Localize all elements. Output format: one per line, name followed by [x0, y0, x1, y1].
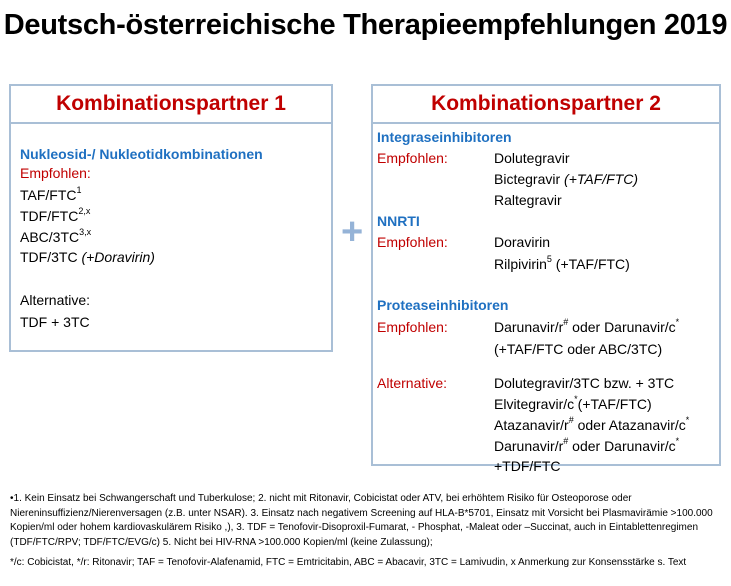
- nnrti-item: Doravirin: [494, 234, 551, 250]
- protease-heading: Proteaseinhibitoren: [377, 297, 509, 313]
- footnote-1: •1. Kein Einsatz bei Schwangerschaft und Tuberkulose; 2. nicht mit Ritonavir, Cobicistat oder ATV, bei erhöhtem Risiko für Osteoporose oder Niereninsuffizienz/Nierenversagen (z.B. unter NSAR). 3. Einsatz nach negativem Screening auf HLA-B*5701, Einsatz mit Vorsicht bei Plasmavirämie >100.000 Kopien/ml oder hohem kardiovaskulärem Risiko ,), 3. TDF = Tenofovir-Disoproxil-Fumarat, - Phosphat, -Maleat oder –Succinat, auch in Eintablettenregimen (TDF/FTC/RPV; TDF/FTC/EVG/c) 5. Nicht bei HIV-RNA >100.000 Kopien/ml (keine Zulassung);: [10, 493, 713, 548]
- nnrti-item: Rilpivirin$^5$ (+TAF/FTC): [494, 254, 630, 272]
- plus-icon: +: [341, 211, 364, 253]
- nnrti-heading: NNRTI: [377, 213, 420, 229]
- protease-alt-item: Atazanavir/r# oder Atazanavir/c*: [494, 415, 690, 433]
- nnrti-label: Empfohlen:: [377, 234, 448, 250]
- protease-label: Empfohlen:: [377, 319, 448, 335]
- partner1-alternative-item: TDF + 3TC: [20, 314, 90, 330]
- protease-alt-item: Elvitegravir/c*(+TAF/FTC): [494, 394, 652, 412]
- protease-alt-item: Dolutegravir/3TC bzw. + 3TC: [494, 375, 675, 391]
- page-title: Deutsch-österreichische Therapieempfehlungen 2019: [3, 9, 728, 41]
- partner1-item: TAF/FTC$^1$: [20, 185, 82, 203]
- integrase-label: Empfohlen:: [377, 150, 448, 166]
- partner1-header: Kombinationspartner 1: [11, 86, 331, 124]
- protease-item: (+TAF/FTC oder ABC/3TC): [494, 341, 663, 357]
- partner1-section-heading: Nukleosid-/ Nukleotidkombinationen: [20, 146, 263, 162]
- partner2-header: Kombinationspartner 2: [373, 86, 719, 124]
- protease-alternative-label: Alternative:: [377, 375, 448, 391]
- footnote-2: */c: Cobicistat, */r: Ritonavir; TAF = Tenofovir-Alafenamid, FTC = Emtricitabin, ABC = Abacavir, 3TC = Lamivudin, x Anmerkung zur Konsensstärke s. Text: [10, 557, 687, 568]
- integrase-item: Bictegravir (+TAF/FTC): [494, 171, 639, 187]
- integrase-item: Raltegravir: [494, 192, 562, 208]
- protease-item: Darunavir/r# oder Darunavir/c*: [494, 317, 680, 335]
- protease-alt-item: +TDF/FTC: [494, 458, 561, 474]
- integrase-item: Dolutegravir: [494, 150, 570, 166]
- protease-alt-item: Darunavir/r# oder Darunavir/c*: [494, 436, 680, 454]
- partner1-item: TDF/3TC (+Doravirin): [20, 249, 155, 265]
- partner1-item: ABC/3TC$^{3,x}$: [20, 227, 92, 245]
- partner1-item: TDF/FTC$^{2,x}$: [20, 206, 91, 224]
- integrase-heading: Integraseinhibitoren: [377, 129, 512, 145]
- partner1-alternative-label: Alternative:: [20, 292, 91, 308]
- partner1-recommended-label: Empfohlen:: [20, 165, 91, 181]
